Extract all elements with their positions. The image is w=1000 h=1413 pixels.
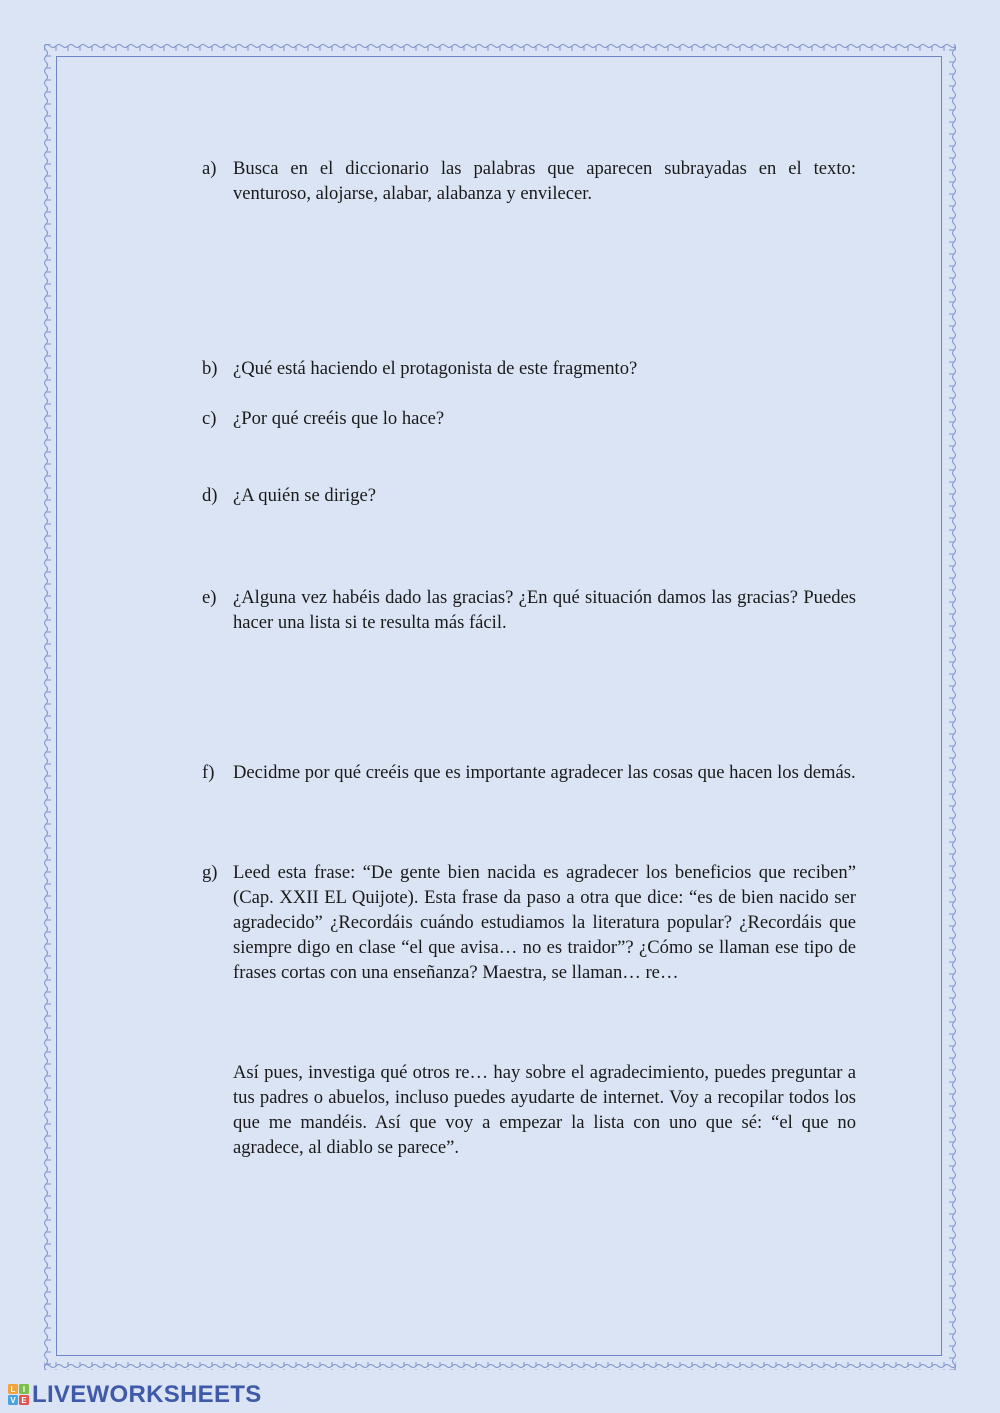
question-b	[202, 356, 856, 381]
question-text: ¿Por qué creéis que lo hace?	[233, 408, 445, 429]
question-letter: c)	[202, 408, 217, 429]
question-text: ¿Qué está haciendo el protagonista de este fragmento?	[233, 358, 638, 379]
question-letter: a)	[202, 158, 217, 179]
logo-icon-letter: I	[22, 1385, 26, 1394]
question-text: Leed esta frase: “De gente bien nacida es agradecer los beneficios que reciben” (Cap. XXII EL Quijote). Esta frase da paso a otra que dice: “es de bien nacido ser agradecido” ¿Recordáis cuándo estudiamos la literatura popular? ¿Recordáis que siempre digo en clase “el que avisa… no es traidor”? ¿Cómo se llaman ese tipo de frases cortas con una enseñanza? Maestra, se llaman… re…	[233, 862, 856, 983]
question-f	[202, 760, 856, 785]
logo-text: LIVEWORKSHEETS	[32, 1381, 262, 1408]
question-text: ¿Alguna vez habéis dado las gracias? ¿En qué situación damos las gracias? Puedes hacer una lista si te resulta más fácil.	[233, 587, 856, 633]
question-letter: e)	[202, 587, 217, 608]
question-text: Busca en el diccionario las palabras que aparecen subrayadas en el texto: venturoso, alojarse, alabar, alabanza y envilecer.	[233, 158, 856, 204]
question-letter: f)	[202, 762, 215, 783]
logo-icon-letter: L	[10, 1385, 16, 1394]
logo-icon-letter: V	[10, 1396, 16, 1405]
question-e	[202, 585, 856, 635]
question-text: Decidme por qué creéis que es importante agradecer las cosas que hacen los demás.	[233, 762, 856, 783]
question-letter: g)	[202, 862, 218, 883]
question-letter: b)	[202, 358, 218, 379]
question-text: ¿A quién se dirige?	[233, 485, 377, 506]
question-a	[202, 156, 856, 206]
logo-icon-letter: E	[21, 1396, 27, 1405]
question-c	[202, 406, 856, 431]
question-d	[202, 483, 856, 508]
liveworksheets-logo-icon	[8, 1384, 30, 1406]
follow-up-paragraph	[202, 1060, 856, 1160]
page-frame	[56, 56, 942, 1356]
follow-up-text: Así pues, investiga qué otros re… hay sobre el agradecimiento, puedes preguntar a tus padres o abuelos, incluso puedes ayudarte de internet. Voy a recopilar todos los que me mandéis. Así que voy a empezar la lista con uno que sé: “el que no agradece, al diablo se parece”.	[233, 1062, 856, 1158]
question-letter: d)	[202, 485, 218, 506]
question-g	[202, 860, 856, 985]
liveworksheets-logo[interactable]	[8, 1382, 262, 1408]
